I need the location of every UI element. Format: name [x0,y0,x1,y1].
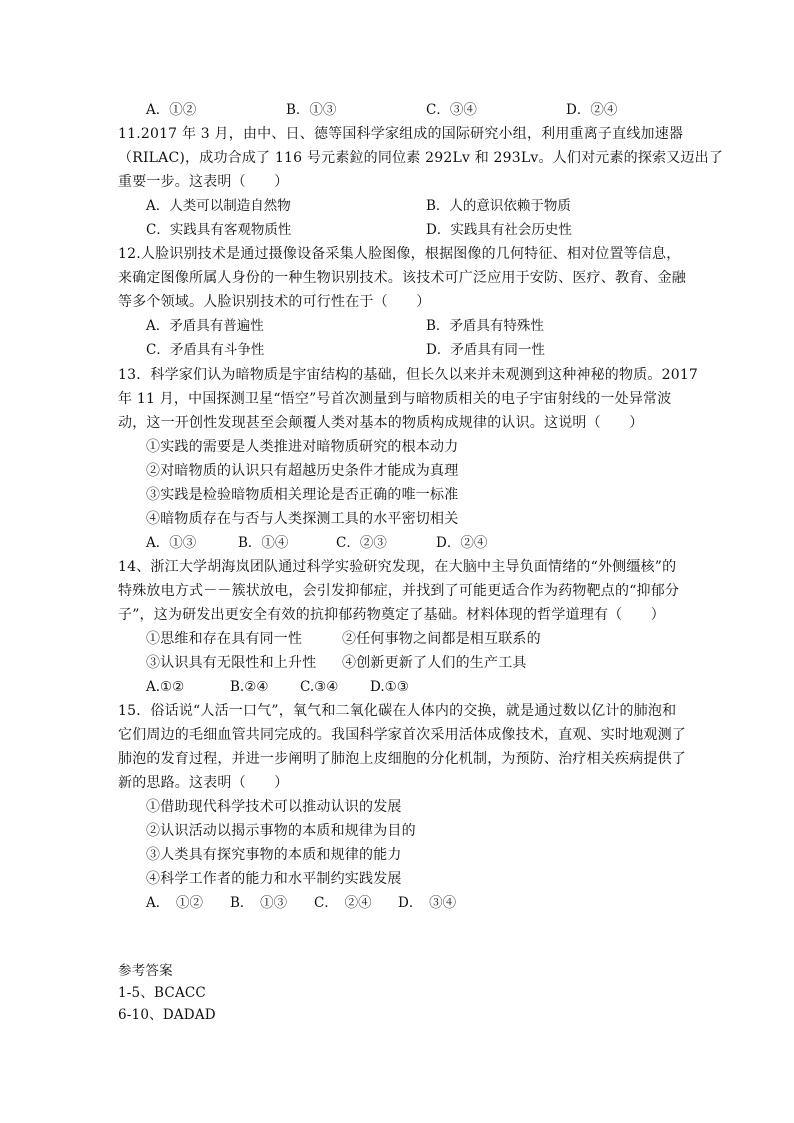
question-text-line: 特殊放电方式－－簇状放电，会引发抑郁症，并找到了可能更适合作为药物靶点的“抑郁分 [118,583,680,599]
question-text-line: 等多个领域。人脸识别技术的可行性在于（ ） [118,294,431,310]
statement: ②任何事物之间都是相互联系的 [342,631,541,647]
option-d: D.①③ [370,679,409,695]
question-text-line: 肺泡的发育过程，并进一步阐明了肺泡上皮细胞的分化机制，为预防、治疗相关疾病提供了 [118,751,686,767]
statement: ③认识具有无限性和上升性 [146,655,317,671]
option-d: D．②④ [436,535,488,551]
question-text-line: 重要一步。这表明（ ） [118,174,289,190]
question-text-line: 动，这一开创性发现甚至会颠覆人类对基本的物质构成规律的认识。这说明（ ） [118,415,644,431]
statement: ③实践是检验暗物质相关理论是否正确的唯一标准 [146,487,459,503]
question-text-line: 12.人脸识别技术是通过摄像设备采集人脸图像，根据图像的几何特征、相对位置等信息， [118,246,681,262]
question-text-line: 新的思路。这表明（ ） [118,775,289,791]
question-text-line: 14、浙江大学胡海岚团队通过科学实验研究发现，在大脑中主导负面情绪的“外侧缰核”的 [118,559,677,575]
option-a: A.①② [146,679,185,695]
question-text-line: 它们周边的毛细血管共同完成的。我国科学家首次采用活体成像技术，直观、实时地观测了 [118,727,686,743]
statement: ①借助现代科学技术可以推动认识的发展 [146,799,402,815]
question-text-line: （RILAC)，成功合成了 116 号元素鉝的同位素 292Lv 和 293Lv。人们对元素的探索又迈出了 [118,150,724,166]
option-a: A．①③ [146,535,197,551]
question-text-line: 13．科学家们认为暗物质是宇宙结构的基础，但长久以来并未观测到这种神秘的物质。2017 [118,367,699,383]
statement: ④科学工作者的能力和水平制约实践发展 [146,871,402,887]
option-d: D． ③④ [398,895,457,911]
statement: ④创新更新了人们的生产工具 [342,655,527,671]
statement: ④暗物质存在与否与人类探测工具的水平密切相关 [146,511,459,527]
option-b: B．①④ [238,535,289,551]
option-b: B．矛盾具有特殊性 [426,318,544,334]
question-text-line: 15．俗话说“人活一口气”，氧气和二氧化碳在人体内的交换，就是通过数以亿计的肺泡和 [118,703,677,719]
statement: ①实践的需要是人类推进对暗物质研究的根本动力 [146,439,459,455]
question-text-line: 来确定图像所属人身份的一种生物识别技术。该技术可广泛应用于安防、医疗、教育、金融 [118,270,686,286]
answer-row: 1-5、BCACC [118,985,206,1001]
option-c: C．实践具有客观物质性 [146,222,292,238]
option-a: A．①② [146,102,197,118]
statement: ③人类具有探究事物的本质和规律的能力 [146,847,402,863]
option-c: C．③④ [426,102,477,118]
statement: ①思维和存在具有同一性 [146,631,303,647]
option-c: C．②③ [336,535,387,551]
question-text-line: 年 11 月，中国探测卫星“悟空”号首次测量到与暗物质相关的电子宇宙射线的一处异常波 [118,391,672,407]
question-text-line: 11.2017 年 3 月，由中、日、德等国科学家组成的国际研究小组，利用重离子直线加速器 [118,126,684,142]
question-text-line: 子”，这为研发出更安全有效的抗抑郁药物奠定了基础。材料体现的哲学道理有（ ） [118,607,665,623]
option-c: C.③④ [300,679,339,695]
option-a: A． ①② [146,895,203,911]
answer-heading: 参考答案 [118,963,173,979]
option-b: B.②④ [230,679,269,695]
statement: ②对暗物质的认识只有超越历史条件才能成为真理 [146,463,459,479]
option-d: D．实践具有社会历史性 [426,222,572,238]
option-b: B． ①③ [230,895,288,911]
option-b: B．人的意识依赖于物质 [426,198,571,214]
option-b: B．①③ [286,102,337,118]
option-c: C．矛盾具有斗争性 [146,342,265,358]
answer-row: 6-10、DADAD [118,1007,216,1023]
option-a: A．人类可以制造自然物 [146,198,291,214]
option-d: D．矛盾具有同一性 [426,342,545,358]
option-a: A．矛盾具有普遍性 [146,318,264,334]
statement: ②认识活动以揭示事物的本质和规律为目的 [146,823,416,839]
option-d: D．②④ [566,102,618,118]
option-c: C． ②④ [314,895,372,911]
